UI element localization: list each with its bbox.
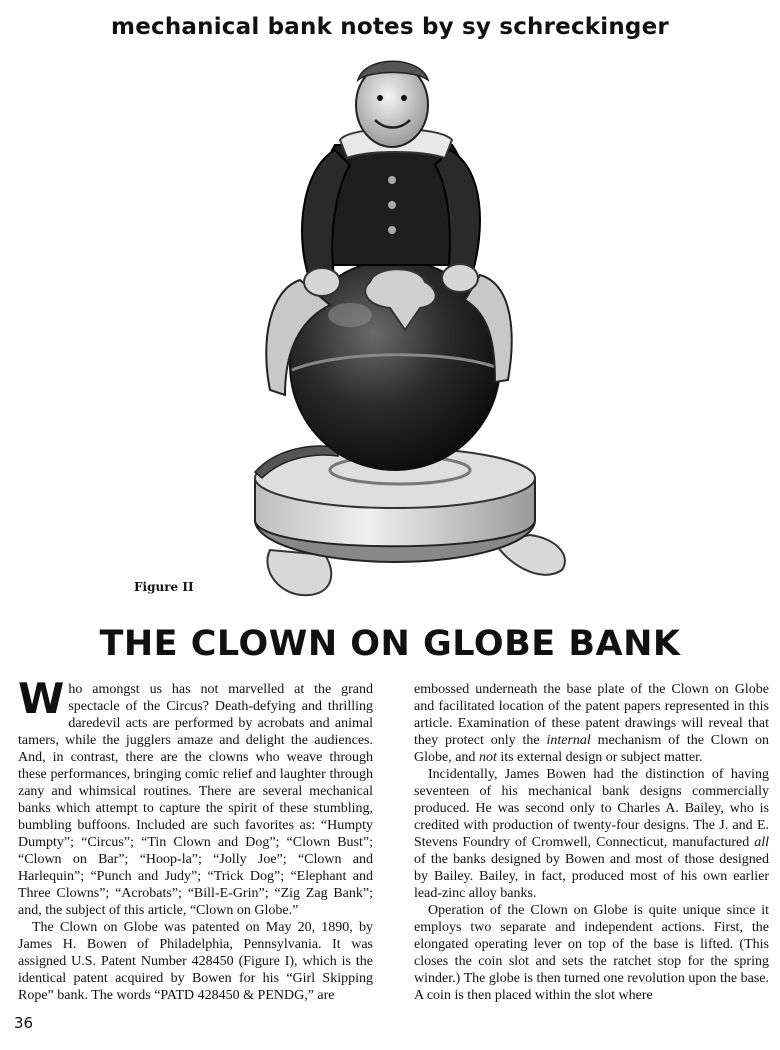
patent-continuation-paragraph: embossed underneath the base plate of the Clown on Globe and facilitated location of the patent papers represented in this article. Examination of these patent drawings will reveal that they protect only the internal mechanism of the Clown on Globe, and not its external design or subject matter. <box>414 682 769 765</box>
intro-paragraph <box>18 674 373 919</box>
patent-paragraph: The Clown on Globe was patented on May 20, 1890, by James H. Bowen of Philadelphia, Pennsylvania. It was assigned U.S. Patent Number 428450 (Figure I), which is the identical patent acquired by Bowen for his “Girl Skipping Rope” bank. The words “PATD 428450 & PENDG,” are <box>18 920 373 1003</box>
series-header: mechanical bank notes by sy schreckinger <box>111 14 669 40</box>
page-number: 36 <box>14 1014 34 1032</box>
article-column-right <box>414 681 769 1004</box>
article-column-left <box>18 674 373 1004</box>
article-title: THE CLOWN ON GLOBE BANK <box>99 624 681 664</box>
intro-paragraph-text: ho amongst us has not marvelled at the grand spectacle of the Circus? Death-defying and thrilling daredevil acts are performed by acrobats and animal tamers, while the jugglers amaze and delight the audiences. And, in contrast, there are the clowns who weave through these performances, bringing comic relief and laughter through zany and whimsical routines. There are several mechanical banks which attempt to capture the spirit of these stumbling, bumbling buffoons. Included are such favorites as: “Humpty Dumpty”; “Circus”; “Tin Clown and Dog”; “Clown Bust”; “Clown on Bar”; “Hoop-la”; “Jolly Joe”; “Clown and Harlequin”; “Punch and Judy”; “Trick Dog”; “Elephant and Three Clowns”; “Acrobats”; “Bill-E-Grin”; “Zig Zag Bank”; and, the subject of this article, “Clown on Globe.” <box>18 682 373 918</box>
clown-on-globe-bank-photo <box>240 50 575 610</box>
figure-caption: Figure II <box>134 580 194 594</box>
bowen-paragraph: Incidentally, James Bowen had the distinction of having seventeen of his mechanical bank designs commercially produced. He was second only to Charles A. Bailey, who is credited with production of twenty-four designs. The J. and E. Stevens Foundry of Cromwell, Connecticut, manufactured all of the banks designed by Bowen and most of those designed by Bailey. Bailey, in fact, produced most of his own earlier lead-zinc alloy banks. <box>414 767 769 901</box>
operation-paragraph: Operation of the Clown on Globe is quite unique since it employs two separate and independent actions. First, the elongated operating lever on top of the base is lifted. (This closes the coin slot and sets the ratchet stop for the spring winder.) The globe is then turned one revolution upon the base. A coin is then placed within the slot where <box>414 903 769 1003</box>
drop-cap: W <box>18 674 65 723</box>
